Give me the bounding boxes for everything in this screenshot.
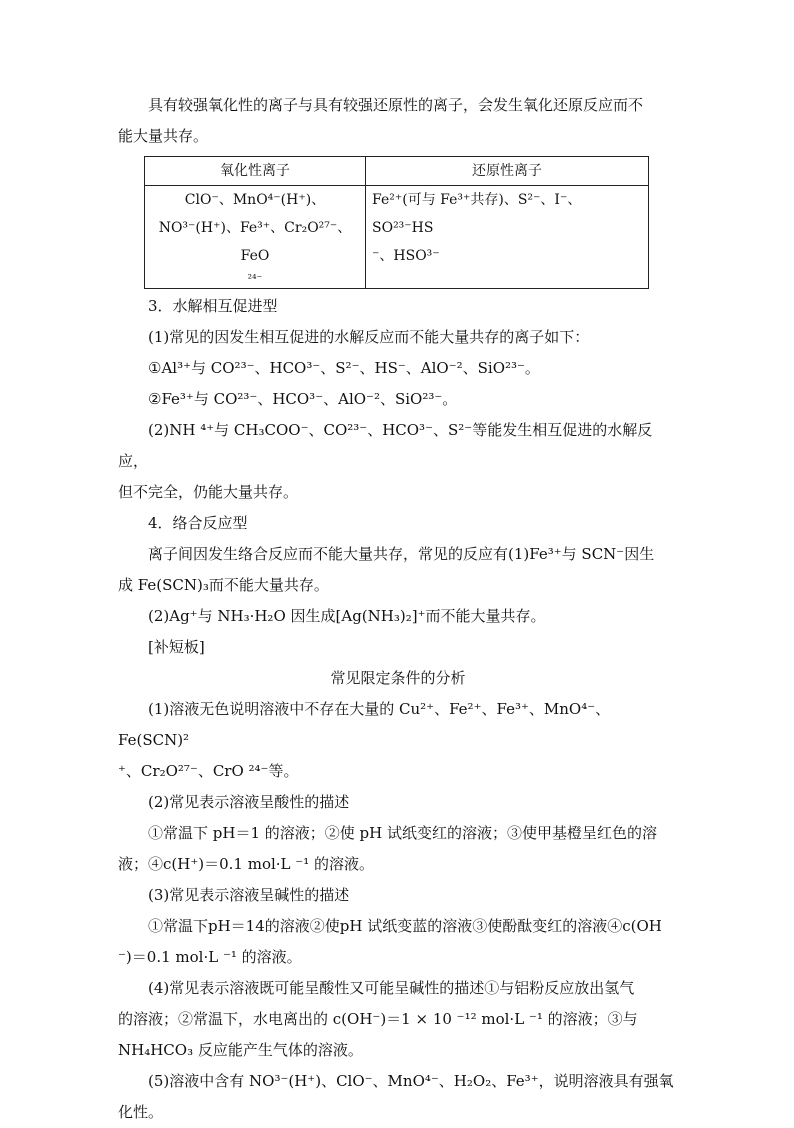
cell-line: Fe²⁺(可与 Fe³⁺共存)、S²⁻、I⁻、SO²³⁻HS — [372, 192, 582, 236]
supplement-title: 常见限定条件的分析 — [330, 669, 466, 687]
section-heading: 3．水解相互促进型 — [148, 297, 278, 315]
paragraph: 成 Fe(SCN)₃而不能大量共存。 — [118, 576, 329, 594]
paragraph: 但不完全，仍能大量共存。 — [118, 483, 299, 501]
header-reducing: 还原性离子 — [366, 157, 649, 186]
cell-line: NO³⁻(H⁺)、Fe³⁺、Cr₂O²⁷⁻、FeO — [158, 220, 352, 264]
paragraph: ①Al³⁺与 CO²³⁻、HCO³⁻、S²⁻、HS⁻、AlO⁻²、SiO²³⁻。 — [148, 359, 540, 377]
document-body — [118, 90, 678, 1128]
oxidizing-ions-cell — [145, 186, 366, 289]
paragraph: (2)NH ⁴⁺与 CH₃COO⁻、CO²³⁻、HCO³⁻、S²⁻等能发生相互促进的水解反应， — [118, 421, 653, 470]
paragraph: ⁺、Cr₂O²⁷⁻、CrO ²⁴⁻等。 — [118, 762, 299, 780]
intro-line: 具有较强氧化性的离子与具有较强还原性的离子，会发生氧化还原反应而不 — [148, 96, 644, 114]
paragraph: ②Fe³⁺与 CO²³⁻、HCO³⁻、AlO⁻²、SiO²³⁻。 — [148, 390, 458, 408]
paragraph: (3)常见表示溶液呈碱性的描述 — [148, 886, 350, 904]
paragraph: 的溶液；②常温下，水电离出的 c(OH⁻)＝1 × 10 ⁻¹² mol·L ⁻¹ 的溶液；③与 — [118, 1010, 638, 1028]
paragraph: ①常温下 pH＝1 的溶液；②使 pH 试纸变红的溶液；③使甲基橙呈红色的溶 — [148, 824, 657, 842]
cell-line: ClO⁻、MnO⁴⁻(H⁺)、 — [184, 192, 326, 208]
reducing-ions-cell — [366, 186, 649, 289]
paragraph: (2)Ag⁺与 NH₃·H₂O 因生成[Ag(NH₃)₂]⁺而不能大量共存。 — [148, 607, 546, 625]
section-heading: 4．络合反应型 — [148, 514, 248, 532]
intro-line: 能大量共存。 — [118, 127, 209, 145]
header-oxidizing: 氧化性离子 — [145, 157, 366, 186]
paragraph: 化性。 — [118, 1103, 164, 1121]
paragraph: NH₄HCO₃ 反应能产生气体的溶液。 — [118, 1041, 363, 1059]
paragraph: (5)溶液中含有 NO³⁻(H⁺)、ClO⁻、MnO⁴⁻、H₂O₂、Fe³⁺，说明溶液具有强氧 — [148, 1072, 674, 1090]
table-row — [145, 186, 649, 289]
paragraph: (2)常见表示溶液呈酸性的描述 — [148, 793, 350, 811]
paragraph: (1)常见的因发生相互促进的水解反应而不能大量共存的离子如下： — [148, 328, 590, 346]
paragraph: ⁻)＝0.1 mol·L ⁻¹ 的溶液。 — [118, 948, 302, 966]
ion-table — [144, 156, 649, 289]
supplement-tag: [补短板] — [148, 638, 205, 656]
paragraph: 液；④c(H⁺)＝0.1 mol·L ⁻¹ 的溶液。 — [118, 855, 374, 873]
paragraph: (4)常见表示溶液既可能呈酸性又可能呈碱性的描述①与铝粉反应放出氢气 — [148, 979, 635, 997]
table-header-row — [145, 157, 649, 186]
cell-line: ²⁴⁻ — [247, 272, 263, 285]
paragraph: 离子间因发生络合反应而不能大量共存，常见的反应有(1)Fe³⁺与 SCN⁻因生 — [148, 545, 655, 563]
paragraph: ①常温下pH＝14的溶液②使pH 试纸变蓝的溶液③使酚酞变红的溶液④c(OH — [148, 917, 662, 935]
cell-line: ⁻、HSO³⁻ — [372, 248, 440, 264]
paragraph: (1)溶液无色说明溶液中不存在大量的 Cu²⁺、Fe²⁺、Fe³⁺、MnO⁴⁻、Fe(SCN)² — [118, 700, 611, 749]
